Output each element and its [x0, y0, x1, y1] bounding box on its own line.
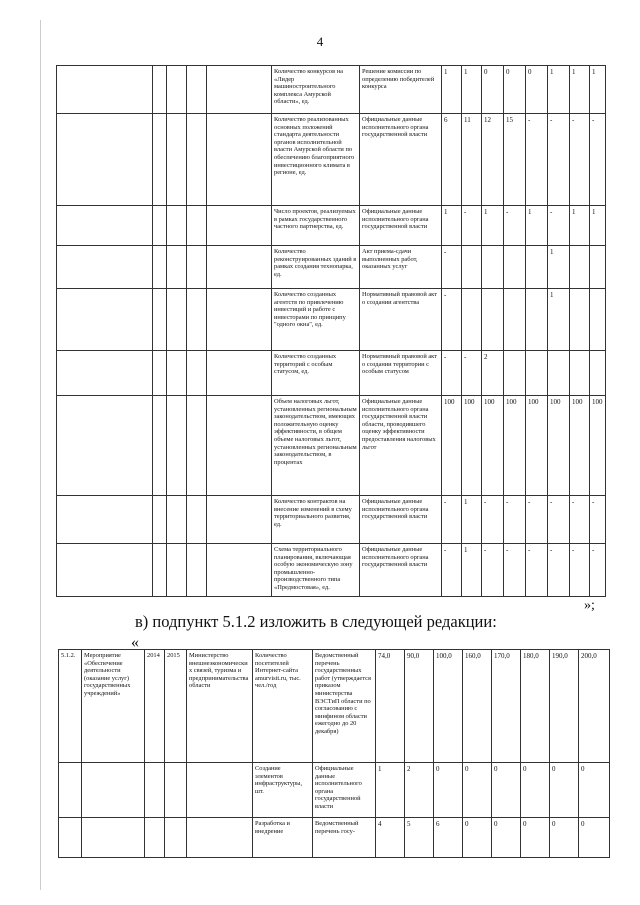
- empty-cell: [187, 206, 207, 246]
- value-cell: 1: [590, 66, 606, 114]
- empty-cell: [59, 763, 82, 818]
- source-cell: Нормативный правовой акт о создании территории с особым статусом: [360, 351, 442, 396]
- indicators-table-top: [56, 65, 606, 597]
- value-cell: [504, 289, 526, 351]
- empty-cell: [207, 396, 272, 496]
- empty-cell: [187, 289, 207, 351]
- empty-cell: [167, 114, 187, 206]
- value-cell: 0: [504, 66, 526, 114]
- table-row: [57, 66, 606, 114]
- source-cell: Официальные данные исполнительного органа государственной власти области, проводившего оценку эффективности предоставления налоговых льгот: [360, 396, 442, 496]
- value-cell: 1: [570, 66, 590, 114]
- empty-cell: [167, 351, 187, 396]
- value-cell: -: [442, 351, 462, 396]
- value-cell: 0: [463, 763, 492, 818]
- value-cell: 0: [492, 763, 521, 818]
- scan-edge: [40, 20, 41, 890]
- source-cell: Официальные данные исполнительного органа государственной власти: [360, 496, 442, 544]
- value-cell: [462, 289, 482, 351]
- value-cell: 1: [548, 289, 570, 351]
- value-cell: -: [442, 246, 462, 289]
- value-cell: 1: [482, 206, 504, 246]
- value-cell: [548, 351, 570, 396]
- value-cell: -: [462, 206, 482, 246]
- empty-cell: [167, 496, 187, 544]
- value-cell: 1: [462, 66, 482, 114]
- value-cell: 100: [526, 396, 548, 496]
- indicator-cell: Разработка и внедрение: [253, 818, 313, 858]
- value-cell: 4: [376, 818, 405, 858]
- value-cell: 200,0: [579, 650, 610, 763]
- source-cell: Официальные данные исполнительного органа государственной власти: [360, 114, 442, 206]
- source-cell: Официальные данные исполнительного органа государственной власти: [313, 763, 376, 818]
- value-cell: -: [548, 496, 570, 544]
- value-cell: 0: [550, 818, 579, 858]
- value-cell: -: [548, 544, 570, 597]
- value-cell: -: [526, 114, 548, 206]
- empty-cell: [153, 496, 167, 544]
- value-cell: -: [590, 544, 606, 597]
- empty-cell: [167, 396, 187, 496]
- year-start-cell: 2014: [145, 650, 165, 763]
- indicator-cell: Схема территориального планирования, включающая особую экономическую зону промышленно-производственного типа «Предмостовая», ед.: [272, 544, 360, 597]
- value-cell: -: [504, 496, 526, 544]
- subitem-5-1-2-table: [58, 649, 610, 858]
- empty-cell: [153, 544, 167, 597]
- value-cell: -: [482, 544, 504, 597]
- value-cell: -: [570, 114, 590, 206]
- value-cell: [504, 351, 526, 396]
- value-cell: -: [482, 496, 504, 544]
- empty-cell: [167, 289, 187, 351]
- value-cell: 11: [462, 114, 482, 206]
- value-cell: 180,0: [521, 650, 550, 763]
- value-cell: 6: [434, 818, 463, 858]
- empty-cell: [207, 206, 272, 246]
- value-cell: [482, 246, 504, 289]
- empty-cell: [187, 496, 207, 544]
- empty-cell: [207, 246, 272, 289]
- source-cell: Нормативный правовой акт о создании агентства: [360, 289, 442, 351]
- value-cell: -: [504, 206, 526, 246]
- value-cell: 0: [463, 818, 492, 858]
- value-cell: 1: [590, 206, 606, 246]
- indicator-cell: Количество конкурсов на «Лидер машиностроительного комплекса Амурской области», ед.: [272, 66, 360, 114]
- empty-cell: [187, 66, 207, 114]
- value-cell: -: [442, 544, 462, 597]
- value-cell: 1: [548, 246, 570, 289]
- table-row: [57, 246, 606, 289]
- value-cell: 0: [579, 763, 610, 818]
- indicator-cell: Количество созданных агентств по привлечению инвестиций и работе с инвесторами по принципу "одного окна", ед.: [272, 289, 360, 351]
- indicator-cell: Количество реконструированных зданий в рамках создания технопарка, ед.: [272, 246, 360, 289]
- value-cell: 0: [550, 763, 579, 818]
- empty-cell: [153, 351, 167, 396]
- opening-quote: «: [131, 634, 139, 651]
- empty-cell: [82, 818, 145, 858]
- value-cell: -: [526, 496, 548, 544]
- empty-cell: [207, 66, 272, 114]
- indicator-cell: Создание элементов инфраструктуры, шт.: [253, 763, 313, 818]
- empty-cell: [153, 206, 167, 246]
- empty-cell: [57, 206, 153, 246]
- value-cell: [570, 289, 590, 351]
- value-cell: [482, 289, 504, 351]
- empty-cell: [57, 66, 153, 114]
- value-cell: -: [570, 496, 590, 544]
- empty-cell: [167, 544, 187, 597]
- number-cell: 5.1.2.: [59, 650, 82, 763]
- value-cell: -: [526, 544, 548, 597]
- value-cell: 100: [548, 396, 570, 496]
- value-cell: 100: [570, 396, 590, 496]
- value-cell: 90,0: [405, 650, 434, 763]
- value-cell: 74,0: [376, 650, 405, 763]
- empty-cell: [59, 818, 82, 858]
- value-cell: [462, 246, 482, 289]
- value-cell: 0: [434, 763, 463, 818]
- event-cell: Мероприятие «Обеспечение деятельности (оказание услуг) государственных учреждений»: [82, 650, 145, 763]
- value-cell: 1: [548, 66, 570, 114]
- value-cell: [526, 289, 548, 351]
- value-cell: 2: [482, 351, 504, 396]
- value-cell: 0: [579, 818, 610, 858]
- value-cell: 1: [442, 66, 462, 114]
- source-cell: Решение комиссии по определению победителей конкурса: [360, 66, 442, 114]
- indicator-cell: Количество созданных территорий с особым статусом, ед.: [272, 351, 360, 396]
- table-row: [59, 763, 610, 818]
- empty-cell: [207, 114, 272, 206]
- table-row: [57, 396, 606, 496]
- value-cell: 0: [492, 818, 521, 858]
- source-cell: Акт приема-сдачи выполненных работ, оказанных услуг: [360, 246, 442, 289]
- source-cell: Официальные данные исполнительного органа государственной власти: [360, 544, 442, 597]
- value-cell: 1: [462, 544, 482, 597]
- empty-cell: [57, 246, 153, 289]
- empty-cell: [57, 114, 153, 206]
- empty-cell: [207, 351, 272, 396]
- value-cell: 0: [521, 818, 550, 858]
- value-cell: -: [590, 496, 606, 544]
- table-row: [57, 114, 606, 206]
- empty-cell: [187, 544, 207, 597]
- value-cell: 0: [521, 763, 550, 818]
- value-cell: 100: [590, 396, 606, 496]
- indicator-cell: Количество контрактов на внесение изменений в схему территориального развития, ед.: [272, 496, 360, 544]
- value-cell: 1: [376, 763, 405, 818]
- value-cell: 160,0: [463, 650, 492, 763]
- empty-cell: [167, 246, 187, 289]
- value-cell: -: [570, 544, 590, 597]
- empty-cell: [207, 496, 272, 544]
- value-cell: 1: [442, 206, 462, 246]
- empty-cell: [165, 818, 187, 858]
- empty-cell: [153, 66, 167, 114]
- empty-cell: [145, 818, 165, 858]
- value-cell: 100: [442, 396, 462, 496]
- table-row: [57, 496, 606, 544]
- table-row: [57, 206, 606, 246]
- empty-cell: [57, 544, 153, 597]
- value-cell: [526, 246, 548, 289]
- value-cell: [590, 351, 606, 396]
- value-cell: -: [442, 289, 462, 351]
- year-end-cell: 2015: [165, 650, 187, 763]
- value-cell: 100: [462, 396, 482, 496]
- executor-cell: Министерство внешнеэкономических связей, туризма и предпринимательства области: [187, 650, 253, 763]
- value-cell: -: [504, 544, 526, 597]
- value-cell: [570, 246, 590, 289]
- value-cell: 0: [526, 66, 548, 114]
- empty-cell: [167, 66, 187, 114]
- empty-cell: [207, 289, 272, 351]
- value-cell: 15: [504, 114, 526, 206]
- value-cell: [590, 289, 606, 351]
- indicator-cell: Число проектов, реализуемых в рамках государственного частного партнерства, ед.: [272, 206, 360, 246]
- value-cell: 100,0: [434, 650, 463, 763]
- source-cell: Официальные данные исполнительного органа государственной власти: [360, 206, 442, 246]
- value-cell: 100: [482, 396, 504, 496]
- value-cell: 5: [405, 818, 434, 858]
- value-cell: 1: [526, 206, 548, 246]
- table-row: [59, 650, 610, 763]
- empty-cell: [57, 289, 153, 351]
- empty-cell: [187, 351, 207, 396]
- value-cell: 12: [482, 114, 504, 206]
- empty-cell: [167, 206, 187, 246]
- value-cell: -: [462, 351, 482, 396]
- empty-cell: [82, 763, 145, 818]
- empty-cell: [207, 544, 272, 597]
- indicator-cell: Объем налоговых льгот, установленных региональным законодательством, имеющих положительную оценку эффективности, в общем объеме налоговых льгот, установленных региональным законодательством, в процентах: [272, 396, 360, 496]
- value-cell: 190,0: [550, 650, 579, 763]
- empty-cell: [153, 396, 167, 496]
- value-cell: 1: [570, 206, 590, 246]
- table-row: [57, 351, 606, 396]
- value-cell: [590, 246, 606, 289]
- indicator-cell: Количество реализованных основных положений стандарта деятельности органов исполнительной власти Амурской области по обеспечению благоприятного инвестиционного климата в регионе, ед.: [272, 114, 360, 206]
- empty-cell: [187, 763, 253, 818]
- page-number: 4: [316, 34, 324, 49]
- empty-cell: [187, 114, 207, 206]
- empty-cell: [153, 114, 167, 206]
- value-cell: -: [548, 114, 570, 206]
- empty-cell: [187, 246, 207, 289]
- value-cell: [504, 246, 526, 289]
- empty-cell: [57, 351, 153, 396]
- indicator-cell: Количество посетителей Интернет-сайта amurvisit.ru, тыс. чел./год: [253, 650, 313, 763]
- value-cell: [570, 351, 590, 396]
- empty-cell: [153, 246, 167, 289]
- table-row: [59, 818, 610, 858]
- value-cell: 1: [462, 496, 482, 544]
- empty-cell: [165, 763, 187, 818]
- value-cell: [526, 351, 548, 396]
- value-cell: 6: [442, 114, 462, 206]
- source-cell: Ведомственный перечень государственных работ (утверждается приказом министерства ВЭСТиП области по согласованию с минфином области ежегодно до 20 декабря): [313, 650, 376, 763]
- section-heading: в) подпункт 5.1.2 изложить в следующей редакции:: [135, 612, 497, 631]
- table-row: [57, 544, 606, 597]
- value-cell: -: [548, 206, 570, 246]
- closing-quote: »;: [584, 598, 595, 613]
- empty-cell: [57, 496, 153, 544]
- empty-cell: [57, 396, 153, 496]
- empty-cell: [153, 289, 167, 351]
- empty-cell: [187, 818, 253, 858]
- value-cell: 100: [504, 396, 526, 496]
- value-cell: 2: [405, 763, 434, 818]
- empty-cell: [145, 763, 165, 818]
- table-row: [57, 289, 606, 351]
- value-cell: -: [590, 114, 606, 206]
- value-cell: -: [442, 496, 462, 544]
- source-cell: Ведомственный перечень госу-: [313, 818, 376, 858]
- value-cell: 170,0: [492, 650, 521, 763]
- empty-cell: [187, 396, 207, 496]
- value-cell: 0: [482, 66, 504, 114]
